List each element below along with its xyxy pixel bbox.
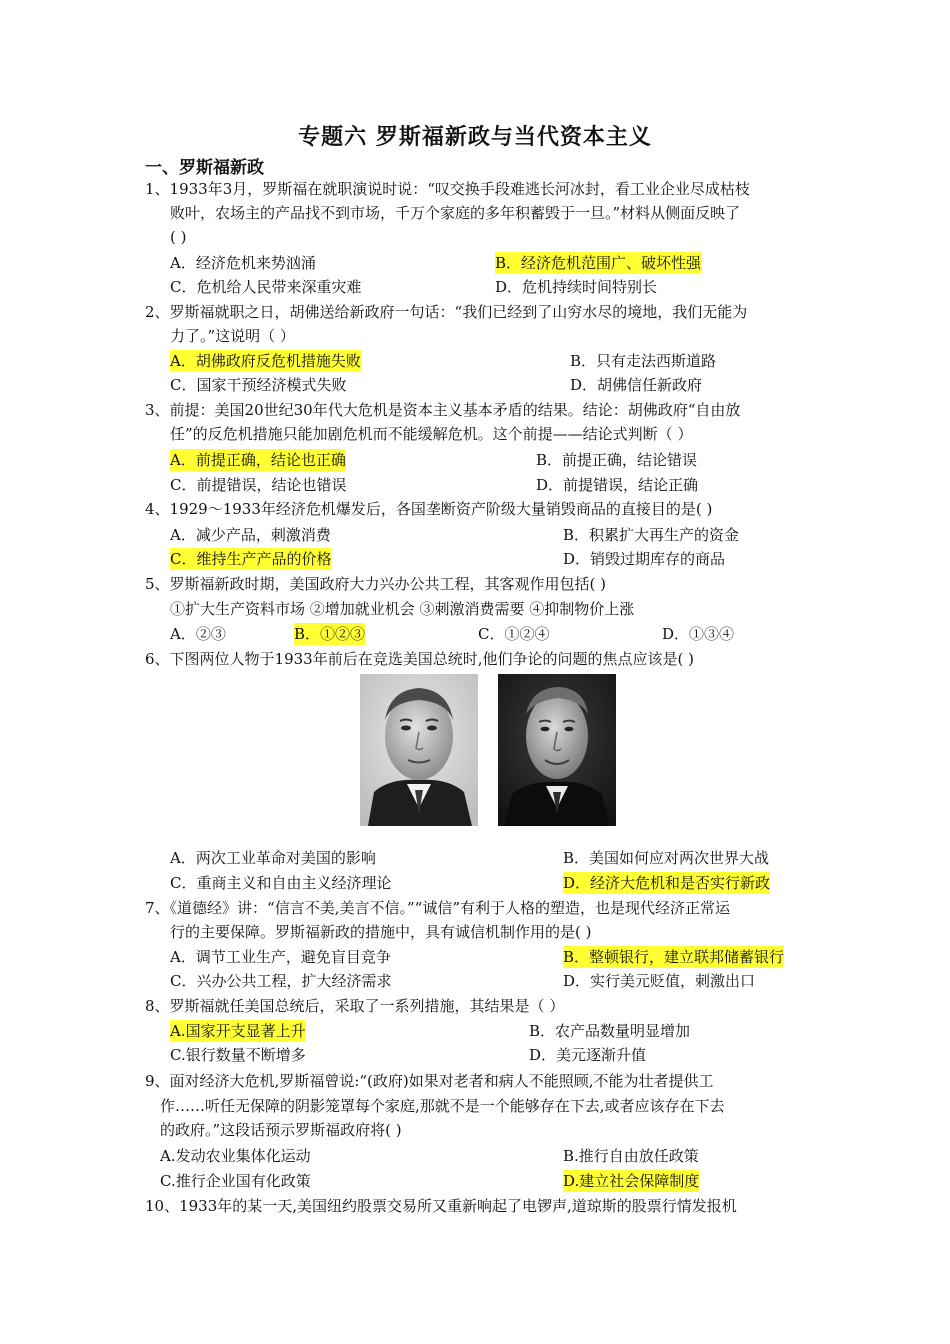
- q1-stem-line1: 1、1933年3月，罗斯福在就职演说时说：“叹交换手段难逃长河冰封，看工业企业尽成枯枝: [145, 180, 750, 198]
- q7-stem-line1: 7、《道德经》讲：“信言不美,美言不信。”“诚信”有利于人格的塑造，也是现代经济正常运: [145, 899, 730, 917]
- q3-option-a-answer: A．前提正确，结论也正确: [170, 451, 346, 469]
- q6-option-d-answer: D．经济大危机和是否实行新政: [563, 874, 771, 892]
- q3-stem-line1: 3、前提：美国20世纪30年代大危机是资本主义基本矛盾的结果。结论：胡佛政府“自由放: [145, 401, 741, 419]
- q10-stem-line1: 10、1933年的某一天,美国纽约股票交易所又重新响起了电锣声,道琼斯的股票行情发报机: [145, 1197, 737, 1215]
- q1-stem-line2: 败叶，农场主的产品找不到市场，千万个家庭的多年积蓄毁于一旦。”材料从侧面反映了: [170, 204, 741, 222]
- q4-option-a: A．减少产品，刺激消费: [170, 526, 331, 544]
- q1-option-a: A．经济危机来势汹涌: [170, 254, 316, 272]
- q5-option-a: A．②③: [170, 625, 226, 643]
- q8-option-d: D．美元逐渐升值: [529, 1046, 647, 1064]
- q9-option-c: C.推行企业国有化政策: [160, 1172, 311, 1190]
- q7-option-a: A．调节工业生产，避免盲目竞争: [170, 948, 391, 966]
- q9-stem-line2: 作……听任无保障的阴影笼罩每个家庭,那就不是一个能够存在下去,或者应该存在下去: [160, 1097, 725, 1115]
- portrait-photo-right: [498, 674, 616, 826]
- q3-option-c: C．前提错误，结论也错误: [170, 476, 347, 494]
- q1-option-b-answer: B．经济危机范围广、破坏性强: [495, 254, 702, 272]
- q2-option-b: B．只有走法西斯道路: [570, 352, 717, 370]
- q6-option-b: B．美国如何应对两次世界大战: [563, 849, 770, 867]
- q1-option-c: C．危机给人民带来深重灾难: [170, 278, 362, 296]
- q2-option-a-answer: A．胡佛政府反危机措施失败: [170, 352, 361, 370]
- q8-option-b: B．农产品数量明显增加: [529, 1022, 691, 1040]
- q7-option-c: C．兴办公共工程，扩大经济需求: [170, 972, 392, 990]
- q4-option-c-answer: C．维持生产产品的价格: [170, 550, 332, 568]
- q5-statements: ①扩大生产资料市场 ②增加就业机会 ③刺激消费需要 ④抑制物价上涨: [170, 600, 635, 618]
- portrait-photo-left: [360, 674, 478, 826]
- q5-option-b-answer: B．①②③: [294, 625, 366, 643]
- q1-stem-line3: ( ): [170, 228, 187, 246]
- q6-stem-line1: 6、下图两位人物于1933年前后在竞选美国总统时,他们争论的问题的焦点应该是( ): [145, 650, 694, 668]
- q5-stem-line1: 5、罗斯福新政时期，美国政府大力兴办公共工程，其客观作用包括( ): [145, 575, 607, 593]
- q3-stem-line2: 任”的反危机措施只能加剧危机而不能缓解危机。这个前提——结论式判断（ ）: [170, 425, 693, 443]
- q1-option-d: D．危机持续时间特别长: [495, 278, 658, 296]
- q7-stem-line2: 行的主要保障。罗斯福新政的措施中，具有诚信机制作用的是( ): [170, 923, 592, 941]
- q2-stem-line1: 2、罗斯福就职之日，胡佛送给新政府一句话：“我们已经到了山穷水尽的境地，我们无能为: [145, 303, 748, 321]
- q7-option-b-answer: B．整顿银行，建立联邦储蓄银行: [563, 948, 785, 966]
- q7-option-d: D．实行美元贬值，刺激出口: [563, 972, 756, 990]
- q6-option-a: A．两次工业革命对美国的影响: [170, 849, 376, 867]
- q8-option-a-answer: A.国家开支显著上升: [170, 1022, 306, 1040]
- q2-stem-line2: 力了。”这说明（ ）: [170, 327, 295, 345]
- q9-option-b: B.推行自由放任政策: [563, 1147, 699, 1165]
- q9-option-a: A.发动农业集体化运动: [160, 1147, 311, 1165]
- q9-stem-line3: 的政府。”这段话预示罗斯福政府将( ): [160, 1121, 402, 1139]
- page-title: 专题六 罗斯福新政与当代资本主义: [298, 125, 652, 150]
- q3-option-d: D．前提错误，结论正确: [536, 476, 699, 494]
- q8-option-c: C.银行数量不断增多: [170, 1046, 306, 1064]
- q4-option-d: D．销毁过期库存的商品: [563, 550, 726, 568]
- q9-stem-line1: 9、面对经济大危机,罗斯福曾说:“(政府)如果对老者和病人不能照顾,不能为壮者提供工: [145, 1072, 714, 1090]
- q2-option-d: D．胡佛信任新政府: [570, 376, 703, 394]
- q2-option-c: C．国家干预经济模式失败: [170, 376, 347, 394]
- q6-option-c: C．重商主义和自由主义经济理论: [170, 874, 392, 892]
- q8-stem-line1: 8、罗斯福就任美国总统后，采取了一系列措施，其结果是（ ）: [145, 997, 565, 1015]
- q3-option-b: B．前提正确，结论错误: [536, 451, 698, 469]
- q4-option-b: B．积累扩大再生产的资金: [563, 526, 740, 544]
- q5-option-d: D．①③④: [662, 625, 735, 643]
- section-heading: 一、罗斯福新政: [145, 158, 264, 178]
- q5-option-c: C．①②④: [478, 625, 550, 643]
- q9-option-d-answer: D.建立社会保障制度: [563, 1172, 700, 1190]
- q4-stem-line1: 4、1929～1933年经济危机爆发后，各国垄断资产阶级大量销毁商品的直接目的是( ): [145, 500, 713, 518]
